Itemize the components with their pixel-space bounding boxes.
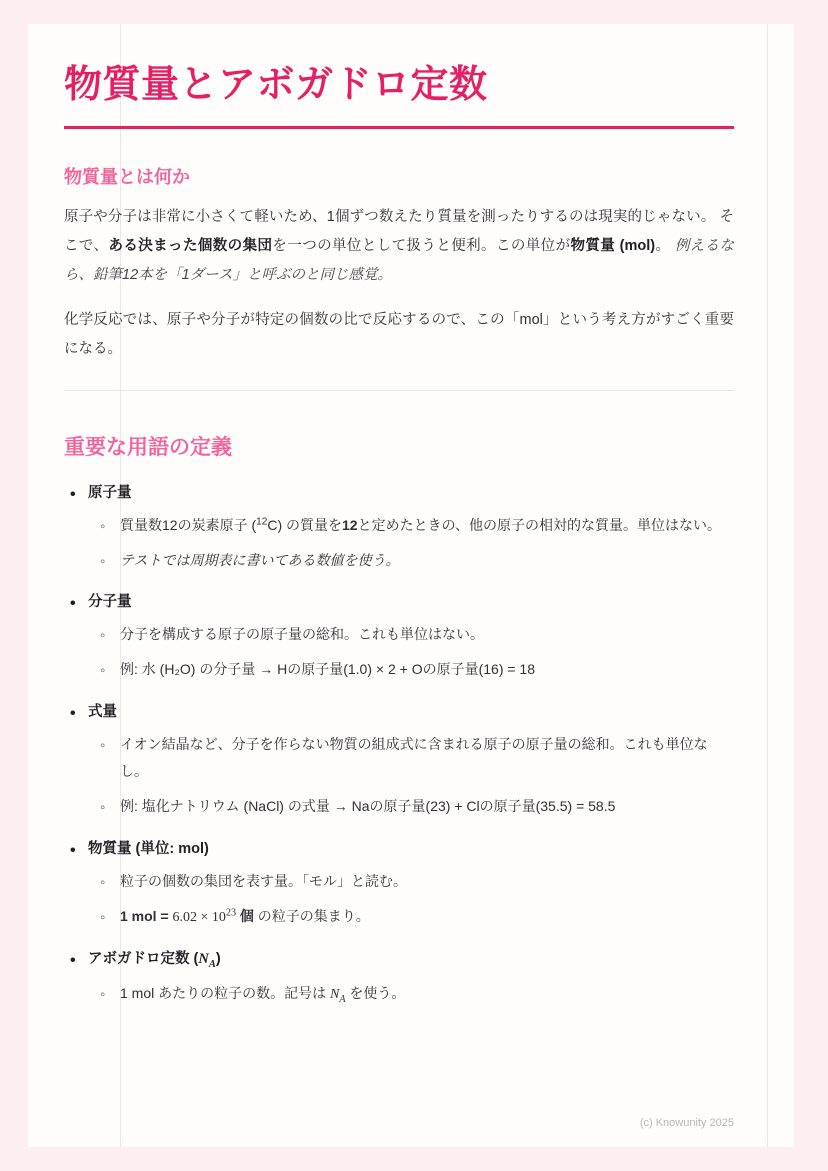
term-details-avogadro-constant (88, 980, 734, 1009)
list-item: ◦ 例: 塩化ナトリウム (NaCl) の式量 → Naの原子量(23) + Clの原子量(35.5) = 58.5 (120, 793, 734, 820)
list-item (120, 903, 734, 931)
page-frame-left (0, 0, 28, 1171)
page-frame-right (794, 0, 828, 1171)
term-label-amount-of-substance: • 物質量 (単位: mol) (88, 835, 734, 864)
term-details-atomic-weight (88, 512, 734, 575)
term-details-molecular-weight (88, 621, 734, 684)
list-item-atomic-weight (88, 479, 734, 575)
list-item: ◦ 分子を構成する原子の原子量の総和。これも単位はない。 (120, 621, 734, 648)
list-item: ◦ 1 mol あたりの粒子の数。記号は $N_A$ を使う。 (120, 980, 734, 1009)
list-item: ◦ イオン結晶など、分子を作らない物質の組成式に含まれる原子の原子量の総和。これも単位なし。 (120, 731, 734, 786)
paragraph-intro-part-6: 例えるなら、鉛筆12本を「1ダース」と呼ぶのと同じ感覚。 (64, 237, 735, 283)
paragraph-intro-part-4: 物質量 (mol) (570, 237, 656, 254)
superscript-mass-number: 12 (256, 515, 268, 527)
list-item: ◦ 粒子の個数の集団を表す量。「モル」と読む。 (120, 868, 734, 895)
page-frame-bottom (0, 1147, 828, 1171)
paragraph-intro-part-5: 。 (655, 237, 675, 254)
detail-bold: 12 (342, 516, 358, 533)
symbol-n-sub-a: $N_A$ (198, 951, 216, 971)
paragraph-reaction: 化学反応では、原子や分子が特定の個数の比で反応するので、この「mol」という考え方がすごく重要になる。 (64, 311, 734, 357)
detail-text: と定めたときの、他の原子の相対的な質量。単位はない。 (357, 516, 722, 533)
title-underline (64, 126, 734, 129)
section-divider (64, 390, 734, 391)
paragraph-intro (64, 203, 734, 290)
list-item (120, 512, 734, 539)
list-item-amount-of-substance (88, 835, 734, 932)
term-label-avogadro-constant: • アボガドロ定数 $(N_A)$ (88, 945, 734, 976)
footer-credit: (c) Knowunity 2025 (639, 1117, 734, 1129)
terms-list (64, 479, 734, 1010)
document-content (64, 24, 734, 1147)
page-title: 物質量とアボガドロ定数 (64, 64, 488, 106)
list-item-molecular-weight (88, 588, 734, 684)
margin-rule-right (767, 24, 768, 1147)
detail-text: 質量数12の炭素原子 ( (120, 516, 257, 533)
detail-bold: 1 mol = (120, 907, 169, 924)
detail-number: 6.02 × 10 (172, 909, 226, 925)
superscript-exponent: 23 (225, 907, 237, 919)
detail-text: の粒子の集まり。 (253, 907, 370, 924)
detail-text: C) の質量を (267, 516, 343, 533)
list-item-avogadro-constant (88, 945, 734, 1009)
detail-bold: 個 (239, 907, 254, 924)
term-label-formula-weight: • 式量 (88, 698, 734, 727)
term-details-formula-weight (88, 731, 734, 821)
list-item: ◦ テストでは周期表に書いてある数値を使う。 (120, 547, 734, 574)
page-frame-top (0, 0, 828, 24)
list-item-formula-weight (88, 698, 734, 821)
term-text: アボガドロ定数 (88, 951, 190, 968)
list-item: ◦ 例: 水 (H₂O) の分子量 → Hの原子量(1.0) × 2 + Oの原子量(16) = 18 (120, 656, 734, 683)
section-heading-what-is: 物質量とは何か (64, 166, 190, 187)
section-heading-terms: 重要な用語の定義 (64, 435, 232, 459)
paragraph-intro-part-3: を一つの単位として扱うと便利。この単位が (272, 237, 571, 254)
paragraph-intro-part-2: ある決まった個数の集団 (108, 237, 273, 254)
term-details-amount-of-substance (88, 868, 734, 932)
document-sheet (28, 24, 794, 1147)
symbol-n-sub-a: $N_A$ (330, 986, 346, 1005)
term-label-atomic-weight: • 原子量 (88, 479, 734, 508)
term-label-molecular-weight: • 分子量 (88, 588, 734, 617)
paragraph-intro-part-1: 原子や分子は非常に小さくて軽いため、1個ずつ数えたり質量を測ったりするのは現実的じゃない。 そこで、 (64, 208, 734, 254)
